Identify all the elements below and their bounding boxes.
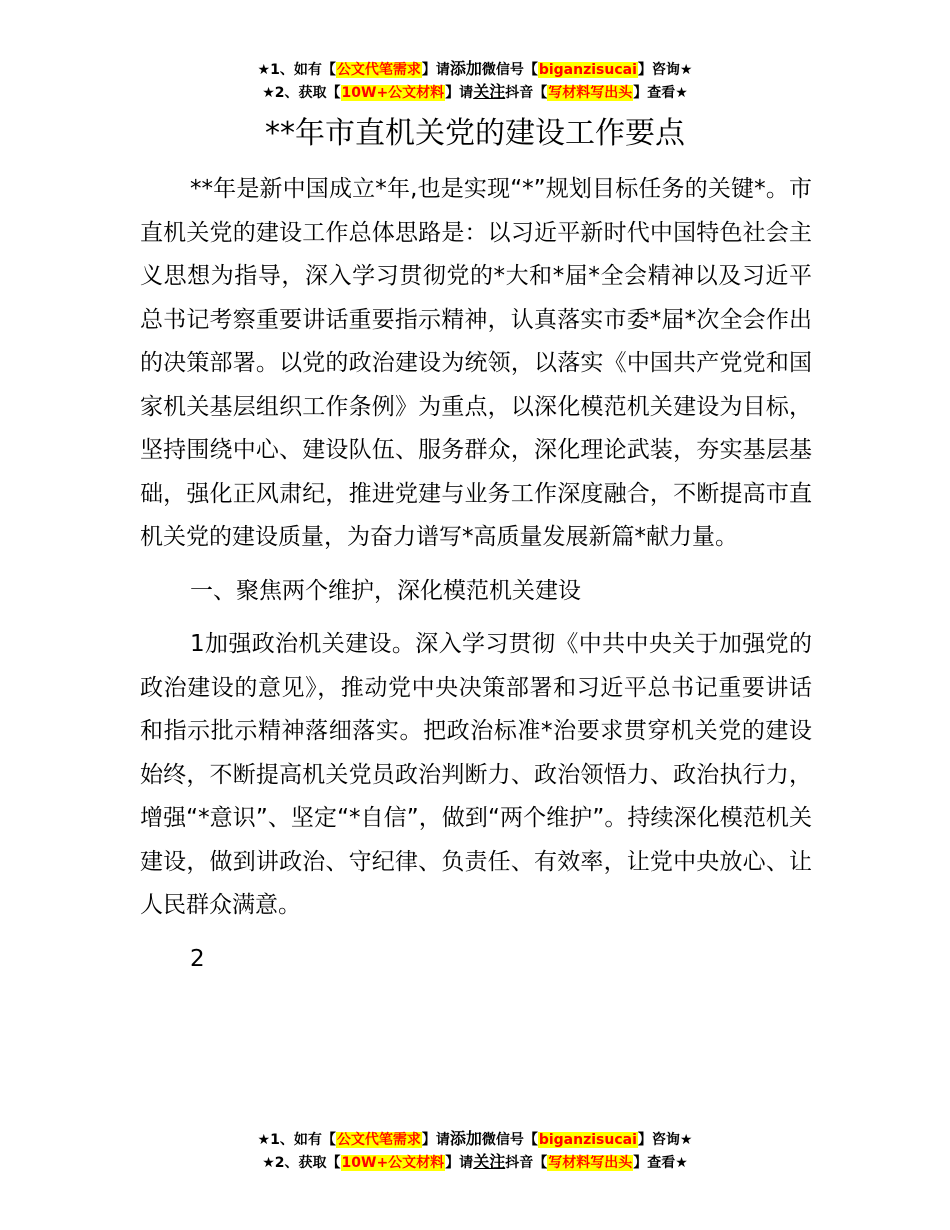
banner-text-emphasis: 添加 (449, 1129, 482, 1148)
banner-text: 】请 (445, 85, 474, 101)
banner-text: 】查看★ (633, 85, 688, 101)
banner-line-1 (0, 58, 950, 81)
banner-text: ★1、如有【 (257, 62, 336, 78)
banner-text: ★2、获取【 (262, 85, 341, 101)
banner-text: 微信号【 (481, 1132, 538, 1148)
section-heading-1: 一、聚焦两个维护，深化模范机关建设 (190, 577, 581, 604)
banner-highlight-douyin: 写材料写出头 (548, 1155, 633, 1171)
paragraph-intro: **年是新中国成立*年,也是实现“*”规划目标任务的关键*。市直机关党的建设工作总体思路是：以习近平新时代中国特色社会主义思想为指导，深入学习贯彻党的*大和*届*全会精神以及习近平总书记考察重要讲话重要指示精神，认真落实市委*届*次全会作出的决策部署。以党的政治建设为统领，以落实《中国共产党党和国家机关基层组织工作条例》为重点，以深化模范机关建设为目标，坚持围绕中心、建设队伍、服务群众，深化理论武装，夯实基层基础，强化正风肃纪，推进党建与业务工作深度融合，不断提高市直机关党的建设质量，为奋力谱写*高质量发展新篇*献力量。 (140, 176, 812, 550)
banner-line-2 (0, 1151, 950, 1174)
banner-text: 抖音【 (505, 85, 548, 101)
banner-highlight-service: 公文代笔需求 (336, 1132, 421, 1148)
banner-text: 】请 (421, 62, 450, 78)
banner-highlight-wechat-id: biganzisucai (538, 1132, 637, 1148)
banner-text: 】查看★ (633, 1155, 688, 1171)
paragraph-item-2: 2 (190, 945, 205, 972)
banner-text-emphasis: 添加 (449, 59, 482, 78)
footer-banner (0, 1128, 950, 1174)
document-body (140, 168, 812, 981)
paragraph-item-1: 1加强政治机关建设。深入学习贯彻《中共中央关于加强党的政治建设的意见》，推动党中央决策部署和习近平总书记重要讲话和指示批示精神落细落实。把政治标准*治要求贯穿机关党的建设始终，不断提高机关党员政治判断力、政治领悟力、政治执行力，增强“*意识”、坚定“*自信”，做到“两个维护”。持续深化模范机关建设，做到讲政治、守纪律、负责任、有效率，让党中央放心、让人民群众满意。 (140, 631, 812, 918)
banner-line-1 (0, 1128, 950, 1151)
banner-text: 】请 (421, 1132, 450, 1148)
header-banner (0, 58, 950, 104)
banner-highlight-service: 公文代笔需求 (336, 62, 421, 78)
banner-highlight-materials: 10W+公文材料 (341, 1155, 445, 1171)
banner-text-emphasis: 关注 (473, 82, 506, 101)
banner-text: 】请 (445, 1155, 474, 1171)
banner-text: 抖音【 (505, 1155, 548, 1171)
banner-text: 】咨询★ (637, 62, 693, 78)
banner-text-emphasis: 关注 (473, 1152, 506, 1171)
banner-text: ★2、获取【 (262, 1155, 341, 1171)
banner-line-2 (0, 81, 950, 104)
banner-highlight-douyin: 写材料写出头 (548, 85, 633, 101)
banner-text: ★1、如有【 (257, 1132, 336, 1148)
document-title: **年市直机关党的建设工作要点 (265, 116, 685, 151)
banner-highlight-materials: 10W+公文材料 (341, 85, 445, 101)
banner-highlight-wechat-id: biganzisucai (538, 62, 637, 78)
banner-text: 】咨询★ (637, 1132, 693, 1148)
banner-text: 微信号【 (481, 62, 538, 78)
